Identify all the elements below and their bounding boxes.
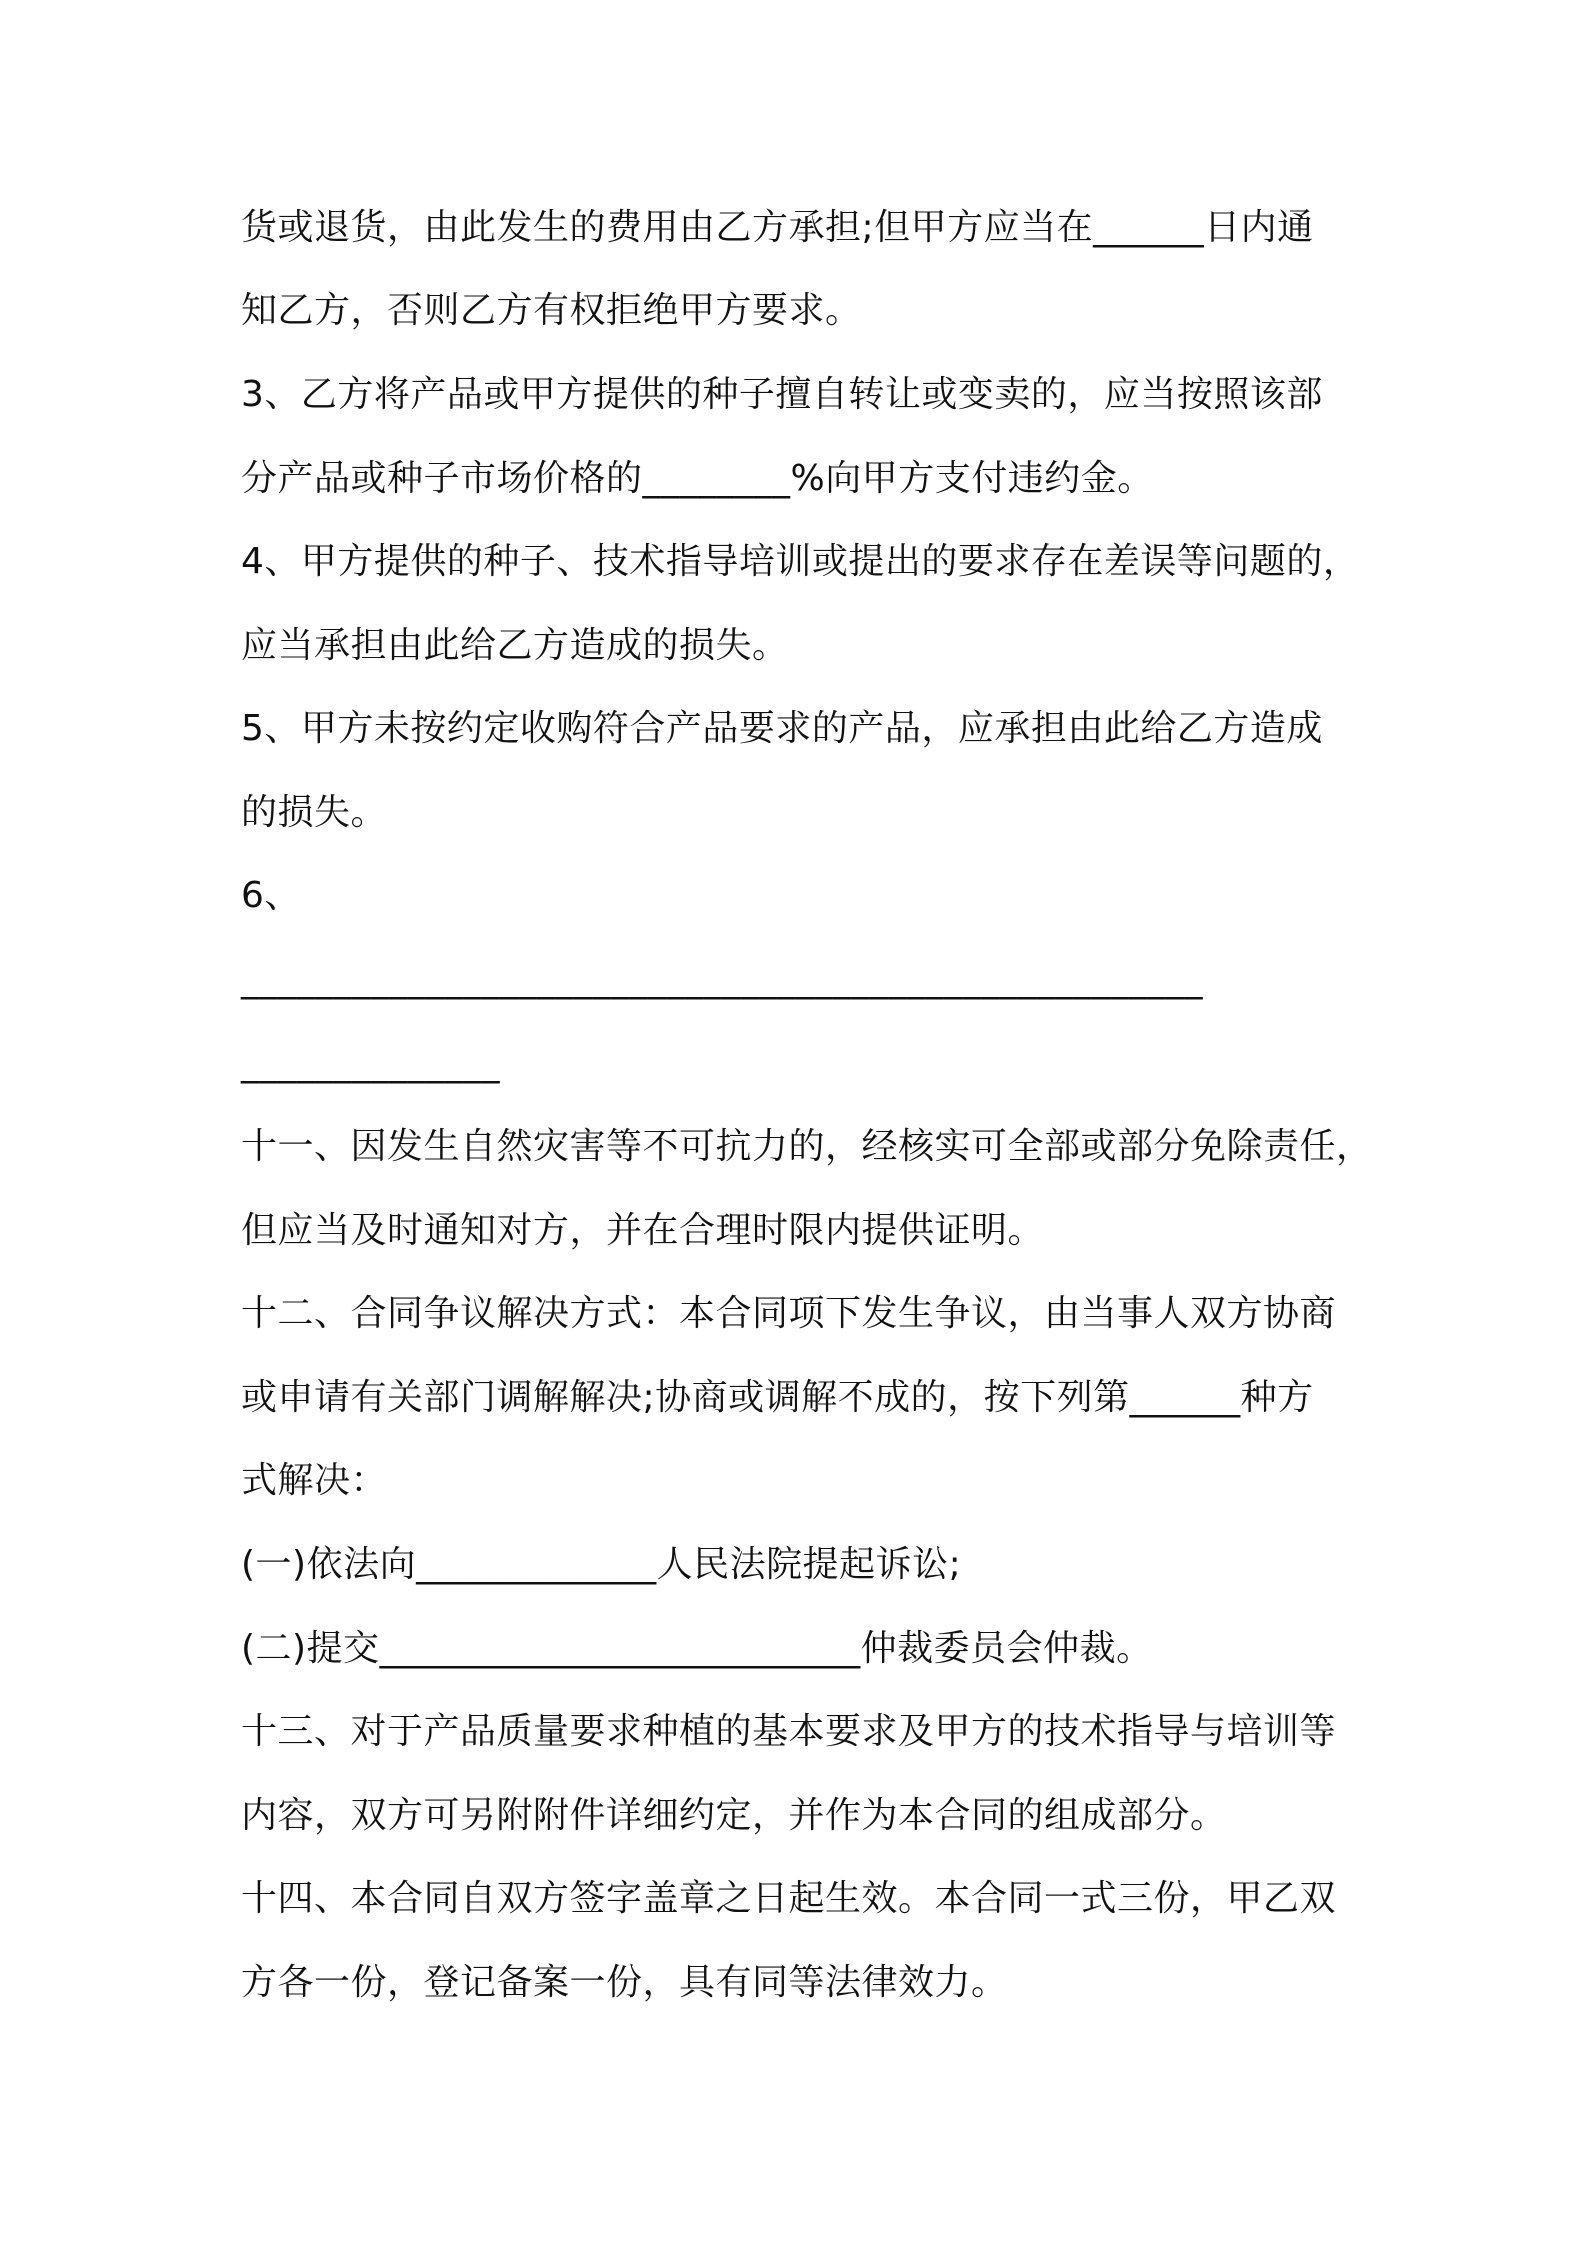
text-line: 式解决： (241, 1460, 388, 1501)
text-line: 十一、因发生自然灾害等不可抗力的，经核实可全部或部分免除责任， (241, 1126, 1373, 1167)
text-line: 但应当及时通知对方，并在合理时限内提供证明。 (241, 1210, 1045, 1251)
text-line: 十四、本合同自双方签字盖章之日起生效。本合同一式三份，甲乙双 (241, 1878, 1337, 1919)
text-line: 知乙方，否则乙方有权拒绝甲方要求。 (241, 290, 862, 331)
text-line: 货或退货，由此发生的费用由乙方承担;但甲方应当在______日内通 (241, 207, 1314, 248)
blank-line: ______________ (241, 1043, 500, 1084)
text-line: 十二、合同争议解决方式：本合同项下发生争议，由当事人双方协商 (241, 1293, 1337, 1334)
text-line: 5、甲方未按约定收购符合产品要求的产品，应承担由此给乙方造成 (241, 708, 1323, 749)
text-line: 方各一份，登记备案一份，具有同等法律效力。 (241, 1962, 1008, 2003)
text-line: 4、甲方提供的种子、技术指导培训或提出的要求存在差误等问题的， (241, 541, 1360, 582)
text-line: 3、乙方将产品或甲方提供的种子擅自转让或变卖的，应当按照该部 (241, 374, 1323, 415)
text-line: 十三、对于产品质量要求种植的基本要求及甲方的技术指导与培训等 (241, 1711, 1337, 1752)
text-line: 6、 (241, 875, 301, 916)
text-line: 或申请有关部门调解解决;协商或调解不成的，按下列第______种方 (241, 1377, 1314, 1418)
text-line: (一)依法向_____________人民法院提起诉讼; (241, 1544, 962, 1585)
blank-line: ____________________________________________________ (241, 959, 1203, 1000)
text-line: 内容，双方可另附附件详细约定，并作为本合同的组成部分。 (241, 1795, 1227, 1836)
text-line: 分产品或种子市场价格的________%向甲方支付违约金。 (241, 458, 1154, 499)
text-line: 的损失。 (241, 792, 388, 833)
text-line: (二)提交__________________________仲裁委员会仲裁。 (241, 1628, 1153, 1669)
text-line: 应当承担由此给乙方造成的损失。 (241, 625, 789, 666)
